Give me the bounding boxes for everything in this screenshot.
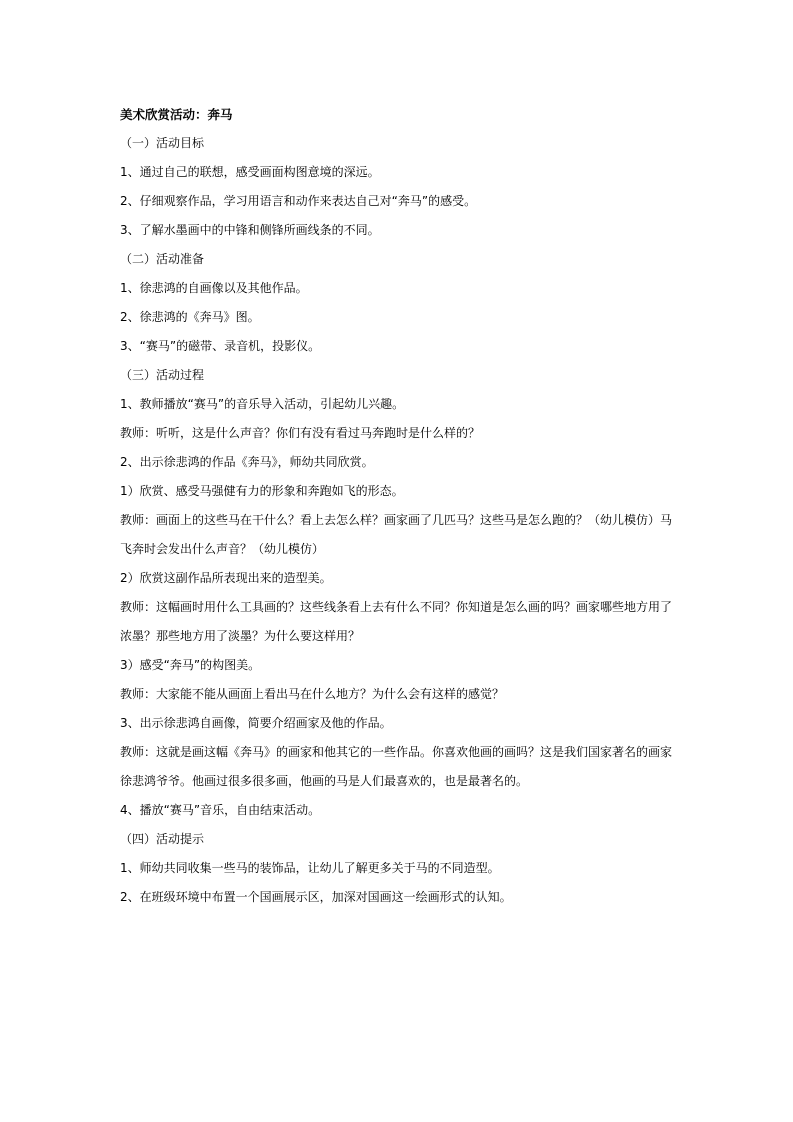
teacher-line-5a: 教师：这就是画这幅《奔马》的画家和他其它的一些作品。你喜欢他画的画吗？这是我们国家著名的画家 [120,745,673,759]
section-heading-preparation: （二）活动准备 [120,252,205,266]
process-substep-2: 2）欣赏这副作品所表现出来的造型美。 [120,571,332,585]
process-substep-1: 1）欣赏、感受马强健有力的形象和奔跑如飞的形态。 [120,484,404,498]
preparation-item-1: 1、徐悲鸿的自画像以及其他作品。 [120,281,308,295]
section-heading-tips: （四）活动提示 [120,832,205,846]
preparation-item-2: 2、徐悲鸿的《奔马》图。 [120,310,260,324]
teacher-line-4: 教师：大家能不能从画面上看出马在什么地方？为什么会有这样的感觉？ [120,687,505,701]
process-step-3: 3、出示徐悲鸿自画像，简要介绍画家及他的作品。 [120,716,392,730]
teacher-line-5b: 徐悲鸿爷爷。他画过很多很多画，他画的马是人们最喜欢的，也是最著名的。 [120,774,529,788]
teacher-line-1: 教师：听听，这是什么声音？你们有没有看过马奔跑时是什么样的？ [120,426,481,440]
document-body [120,100,680,912]
goal-item-2: 2、仔细观察作品，学习用语言和动作来表达自己对“奔马”的感受。 [120,194,477,208]
tip-item-2: 2、在班级环境中布置一个国画展示区，加深对国画这一绘画形式的认知。 [120,890,512,904]
section-heading-goals: （一）活动目标 [120,136,205,150]
goal-item-1: 1、通过自己的联想，感受画面构图意境的深远。 [120,165,380,179]
teacher-line-2a: 教师：画面上的这些马在干什么？看上去怎么样？画家画了几匹马？这些马是怎么跑的？（幼儿模仿）马 [120,513,673,527]
process-step-4: 4、播放“赛马”音乐，自由结束活动。 [120,803,321,817]
section-heading-process: （三）活动过程 [120,368,205,382]
teacher-line-3a: 教师：这幅画时用什么工具画的？这些线条看上去有什么不同？你知道是怎么画的吗？画家哪些地方用了 [120,600,673,614]
teacher-line-3b: 浓墨？那些地方用了淡墨？为什么要这样用？ [120,629,361,643]
process-step-2: 2、出示徐悲鸿的作品《奔马》，师幼共同欣赏。 [120,455,374,469]
process-substep-3: 3）感受“奔马”的构图美。 [120,658,261,672]
tip-item-1: 1、师幼共同收集一些马的装饰品，让幼儿了解更多关于马的不同造型。 [120,861,500,875]
process-step-1: 1、教师播放“赛马”的音乐导入活动，引起幼儿兴趣。 [120,397,405,411]
goal-item-3: 3、了解水墨画中的中锋和侧锋所画线条的不同。 [120,223,380,237]
teacher-line-2b: 飞奔时会发出什么声音？（幼儿模仿） [120,542,325,556]
document-title: 美术欣赏活动：奔马 [120,107,233,122]
preparation-item-3: 3、“赛马”的磁带、录音机，投影仪。 [120,339,321,353]
